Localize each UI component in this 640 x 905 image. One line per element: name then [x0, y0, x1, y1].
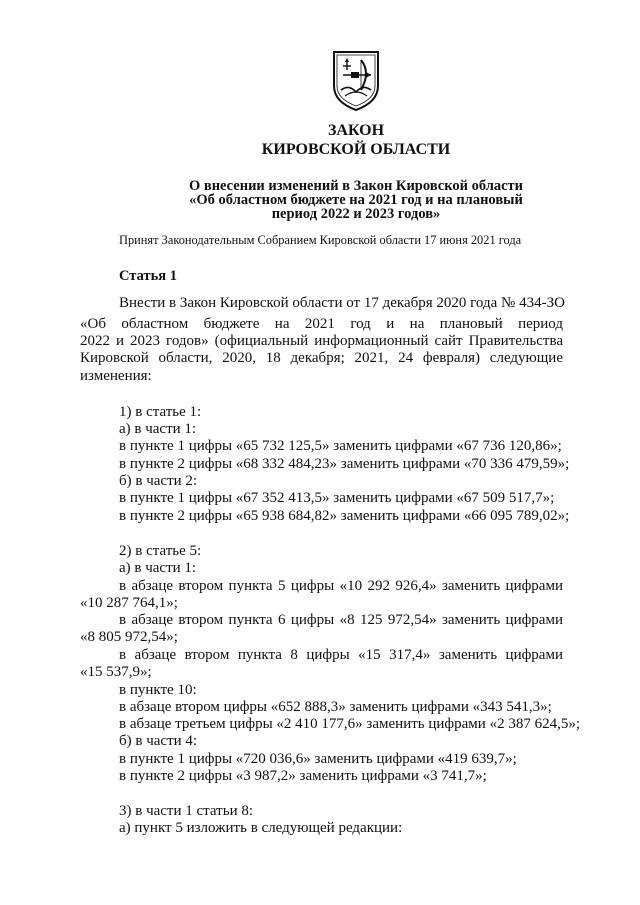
section1-line: в пункте 2 цифры «65 938 684,82» заменить цифрами «66 095 789,02»;: [119, 508, 570, 524]
section1-line: в пункте 2 цифры «68 332 484,23» заменить цифрами «70 336 479,59»;: [119, 456, 570, 472]
section2-line: в пункте 10:: [119, 682, 197, 698]
law-subtitle-line: «Об областном бюджете на 2021 год и на плановый: [189, 192, 523, 208]
coat-of-arms-icon: [331, 50, 381, 112]
intro-line: изменения:: [80, 368, 152, 384]
section1-line: в пункте 1 цифры «65 732 125,5» заменить цифрами «67 736 120,86»;: [119, 438, 562, 454]
section1-line: а) в части 1:: [119, 421, 197, 437]
section2-line: «10 287 764,1»;: [80, 595, 178, 611]
law-subtitle-line: О внесении изменений в Закон Кировской области: [188, 178, 524, 194]
law-title-line: ЗАКОН: [327, 122, 385, 139]
section2-line: в абзаце втором пункта 8 цифры «15 317,4» заменить цифрами: [119, 647, 563, 663]
section2-line: в абзаце втором пункта 5 цифры «10 292 926,4» заменить цифрами: [119, 578, 563, 594]
section2-line: в пункте 2 цифры «3 987,2» заменить цифрами «3 741,7»;: [119, 768, 487, 784]
section3-line: а) пункт 5 изложить в следующей редакции:: [119, 820, 403, 836]
section2-line: в абзаце втором цифры «652 888,3» заменить цифрами «343 541,3»;: [119, 699, 552, 715]
law-subtitle: [0, 179, 640, 221]
intro-line: «Об областном бюджете на 2021 год и на плановый период: [80, 316, 563, 332]
article-heading: Статья 1: [119, 268, 177, 284]
intro-line: 2022 и 2023 годов» (официальный информационный сайт Правительства: [80, 333, 563, 349]
intro-line: Внести в Закон Кировской области от 17 декабря 2020 года № 434-ЗО: [119, 295, 565, 311]
adoption-note: Принят Законодательным Собранием Кировской области 17 июня 2021 года: [119, 233, 522, 247]
law-subtitle-line: период 2022 и 2023 годов»: [271, 206, 441, 222]
intro-line: Кировской области, 2020, 18 декабря; 2021, 24 февраля) следующие: [80, 350, 563, 366]
section1-line: б) в части 2:: [119, 473, 198, 489]
section2-line: «8 805 972,54»;: [80, 629, 178, 645]
law-title: [0, 121, 640, 159]
section2-line: «15 537,9»;: [80, 664, 152, 680]
section3-line: 3) в части 1 статьи 8:: [119, 803, 254, 819]
section2-line: а) в части 1:: [119, 560, 197, 576]
section2-line: 2) в статье 5:: [119, 543, 202, 559]
law-title-line: КИРОВСКОЙ ОБЛАСТИ: [261, 141, 451, 158]
section1-line: в пункте 1 цифры «67 352 413,5» заменить цифрами «67 509 517,7»;: [119, 490, 555, 506]
section2-line: в пункте 1 цифры «720 036,6» заменить цифрами «419 639,7»;: [119, 751, 517, 767]
section2-line: в абзаце втором пункта 6 цифры «8 125 972,54» заменить цифрами: [119, 612, 563, 628]
section2-line: б) в части 4:: [119, 733, 198, 749]
section2-line: в абзаце третьем цифры «2 410 177,6» заменить цифрами «2 387 624,5»;: [119, 716, 580, 732]
section1-line: 1) в статье 1:: [119, 404, 202, 420]
